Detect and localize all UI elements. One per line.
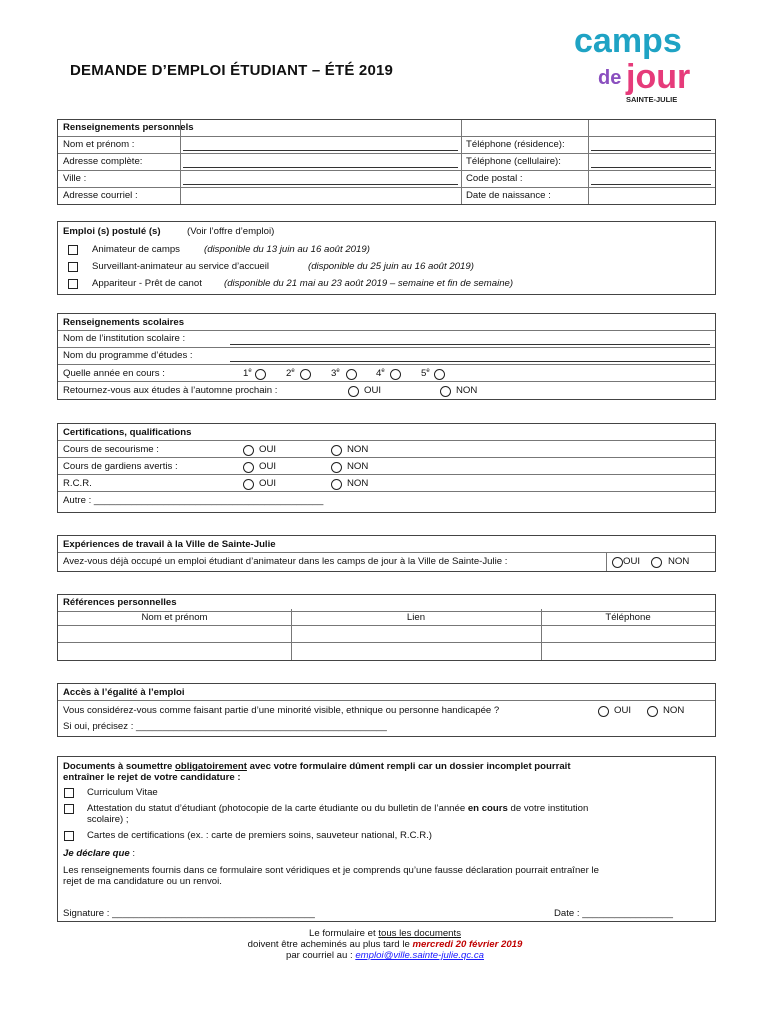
- experience-question: Avez-vous déjà occupé un emploi étudiant d’animateur dans les camps de jour à la Ville de Sainte-Julie :: [63, 556, 508, 567]
- doc-attest-c: de votre institution: [507, 803, 589, 814]
- program-label: Nom du programme d’études :: [63, 350, 193, 361]
- documents-header-mandatory: obligatoirement: [174, 761, 247, 772]
- phone-home-label: Téléphone (résidence):: [466, 139, 565, 150]
- doc-cards-checkbox[interactable]: [64, 831, 74, 841]
- logo-word-jour: jour: [626, 58, 691, 96]
- doc-cards-label: Cartes de certifications (ex. : carte de premiers soins, sauveteur national, R.C.R.): [87, 830, 432, 841]
- job-avail-surveillant: (disponible du 25 juin au 16 août 2019): [308, 261, 474, 272]
- doc-cv-checkbox[interactable]: [64, 788, 74, 798]
- documents-header-c: entraîner le rejet de votre candidature :: [63, 772, 241, 783]
- page-title: DEMANDE D’EMPLOI ÉTUDIANT – ÉTÉ 2019: [70, 62, 394, 79]
- cert-rcr-non-radio[interactable]: [331, 479, 342, 490]
- job-avail-appariteur: (disponible du 21 mai au 23 août 2019 – semaine et fin de semaine): [224, 278, 514, 289]
- doc-attest-b: en cours: [467, 803, 508, 814]
- cert-secourisme-label: Cours de secourisme :: [63, 444, 159, 455]
- postal-label: Code postal :: [466, 173, 523, 184]
- ref-col-phone: Téléphone: [605, 612, 651, 623]
- year-3-label: 3: [331, 368, 337, 380]
- experience-non-label: NON: [668, 556, 690, 567]
- equality-precise[interactable]: Si oui, précisez : _______________________________________________: [63, 721, 387, 732]
- year-3-radio[interactable]: [346, 369, 357, 380]
- documents-header-a: Documents à soumettre: [63, 761, 175, 772]
- program-field[interactable]: [230, 361, 710, 362]
- equality-question: Vous considérez-vous comme faisant partie d’une minorité visible, ethnique ou personne handicapée ?: [63, 705, 500, 716]
- email-label: Adresse courriel :: [63, 190, 138, 201]
- footer: [0, 928, 770, 961]
- jobs-header-note: (Voir l’offre d’emploi): [187, 226, 275, 237]
- job-avail-animateur: (disponible du 13 juin au 16 août 2019): [204, 244, 370, 255]
- declare-text-2: rejet de ma candidature ou un renvoi.: [63, 876, 222, 887]
- year-question: Quelle année en cours :: [63, 368, 165, 379]
- job-label-appariteur: Appariteur - Prêt de canot: [92, 278, 202, 289]
- equality-oui-radio[interactable]: [598, 706, 609, 717]
- footer-all-documents: tous les documents: [378, 928, 461, 939]
- cert-other[interactable]: Autre : ___________________________________________: [63, 495, 324, 506]
- school-section: Renseignements scolaires Nom de l’institution scolaire : Nom du programme d’études : Quelle année en cours : 1e 2e 3e 4e 5e Retournez-vous aux études à l’automne prochain : OUI NON: [57, 313, 716, 400]
- camps-de-jour-logo: [572, 24, 712, 104]
- ref-col-name: Nom et prénom: [141, 612, 208, 623]
- personal-info-section: [57, 119, 716, 205]
- doc-attestation-checkbox[interactable]: [64, 804, 74, 814]
- footer-line-2: doivent être acheminés au plus tard le mercredi 20 février 2019: [247, 939, 523, 950]
- job-checkbox-animateur[interactable]: [68, 245, 78, 255]
- experience-section: [57, 535, 716, 572]
- cert-gardiens-oui-radio[interactable]: [243, 462, 254, 473]
- name-field[interactable]: [183, 150, 458, 151]
- ref-row-2[interactable]: [58, 643, 715, 659]
- logo-word-camps: camps: [574, 24, 682, 60]
- logo-word-de: de: [598, 67, 622, 89]
- experience-header: Expériences de travail à la Ville de Sainte-Julie: [63, 539, 276, 550]
- year-2-radio[interactable]: [300, 369, 311, 380]
- birth-label: Date de naissance :: [466, 190, 551, 201]
- cert-secourisme-non-radio[interactable]: [331, 445, 342, 456]
- year-5-radio[interactable]: [434, 369, 445, 380]
- equality-non-label: NON: [663, 705, 685, 716]
- cert-gardiens-oui-label: OUI: [259, 461, 277, 472]
- institution-label: Nom de l’institution scolaire :: [63, 333, 186, 344]
- references-section: [57, 594, 716, 661]
- cert-rcr-oui-radio[interactable]: [243, 479, 254, 490]
- address-label: Adresse complète:: [63, 156, 143, 167]
- footer-line-3: par courriel au : emploi@ville.sainte-julie.qc.ca: [286, 950, 484, 961]
- year-4-radio[interactable]: [390, 369, 401, 380]
- doc-cv-label: Curriculum Vitae: [87, 787, 158, 798]
- certifications-section: [57, 423, 716, 513]
- job-checkbox-surveillant[interactable]: [68, 262, 78, 272]
- ref-col-link: Lien: [406, 612, 426, 623]
- date-field[interactable]: Date : _________________: [554, 908, 673, 919]
- declare-heading: Je déclare que: [63, 848, 130, 859]
- institution-field[interactable]: [230, 344, 710, 345]
- return-non-radio[interactable]: [440, 386, 451, 397]
- cert-secourisme-oui-label: OUI: [259, 444, 277, 455]
- year-4-label: 4: [376, 368, 382, 380]
- school-header: Renseignements scolaires: [63, 317, 185, 328]
- jobs-section: [57, 221, 716, 295]
- documents-section: [57, 756, 716, 922]
- personal-header: Renseignements personnels: [63, 122, 194, 133]
- phone-home-field[interactable]: [591, 150, 711, 151]
- logo-place: SAINTE-JULIE: [626, 95, 678, 104]
- return-oui-radio[interactable]: [348, 386, 359, 397]
- phone-cell-field[interactable]: [591, 167, 711, 168]
- footer-line-1: Le formulaire et tous les documents: [309, 928, 461, 939]
- equality-non-radio[interactable]: [647, 706, 658, 717]
- footer-email-link[interactable]: emploi@ville.sainte-julie.qc.ca: [355, 950, 484, 961]
- certs-header: Certifications, qualifications: [63, 427, 192, 438]
- cert-rcr-non-label: NON: [347, 478, 369, 489]
- cert-rcr-oui-label: OUI: [259, 478, 277, 489]
- jobs-header: Emploi (s) postulé (s): [63, 226, 161, 237]
- return-oui-label: OUI: [364, 385, 382, 396]
- equality-oui-label: OUI: [614, 705, 632, 716]
- footer-deadline: mercredi 20 février 2019: [412, 939, 523, 950]
- city-label: Ville :: [63, 173, 87, 184]
- signature-field[interactable]: Signature : ______________________________________: [63, 908, 315, 919]
- year-1-radio[interactable]: [255, 369, 266, 380]
- year-5-label: 5: [421, 368, 427, 380]
- experience-oui-radio[interactable]: [612, 557, 623, 568]
- experience-non-radio[interactable]: [651, 557, 662, 568]
- documents-header-b: avec votre formulaire dûment rempli car un dossier incomplet pourrait: [246, 761, 571, 772]
- return-question: Retournez-vous aux études à l’automne prochain :: [63, 385, 278, 396]
- doc-attest-a: Attestation du statut d’étudiant (photocopie de la carte étudiante ou du bulletin de l’année: [87, 803, 468, 814]
- cert-gardiens-label: Cours de gardiens avertis :: [63, 461, 178, 472]
- declare-colon: :: [129, 848, 136, 859]
- doc-attest-d: scolaire) ;: [87, 814, 129, 825]
- return-non-label: NON: [456, 385, 478, 396]
- address-field[interactable]: [183, 167, 458, 168]
- cert-secourisme-oui-radio[interactable]: [243, 445, 254, 456]
- references-header: Références personnelles: [63, 597, 177, 608]
- cert-gardiens-non-radio[interactable]: [331, 462, 342, 473]
- equality-section: [57, 683, 716, 737]
- job-label-surveillant: Surveillant-animateur au service d’accueil: [92, 261, 270, 272]
- year-1-label: 1: [243, 368, 249, 380]
- city-field[interactable]: [183, 184, 458, 185]
- cert-gardiens-non-label: NON: [347, 461, 369, 472]
- cert-secourisme-non-label: NON: [347, 444, 369, 455]
- experience-oui-label: OUI: [623, 556, 641, 567]
- job-checkbox-appariteur[interactable]: [68, 279, 78, 289]
- phone-cell-label: Téléphone (cellulaire):: [466, 156, 561, 167]
- declare-text-1: Les renseignements fournis dans ce formulaire sont véridiques et je comprends qu’une fausse déclaration pourrait entraîner le: [63, 865, 599, 876]
- equality-header: Accès à l’égalité à l’emploi: [63, 687, 185, 698]
- name-label: Nom et prénom :: [63, 139, 135, 150]
- postal-field[interactable]: [591, 184, 711, 185]
- job-label-animateur: Animateur de camps: [92, 244, 180, 255]
- cert-rcr-label: R.C.R.: [63, 478, 92, 489]
- ref-row-1[interactable]: [58, 626, 715, 643]
- year-2-label: 2: [286, 368, 292, 380]
